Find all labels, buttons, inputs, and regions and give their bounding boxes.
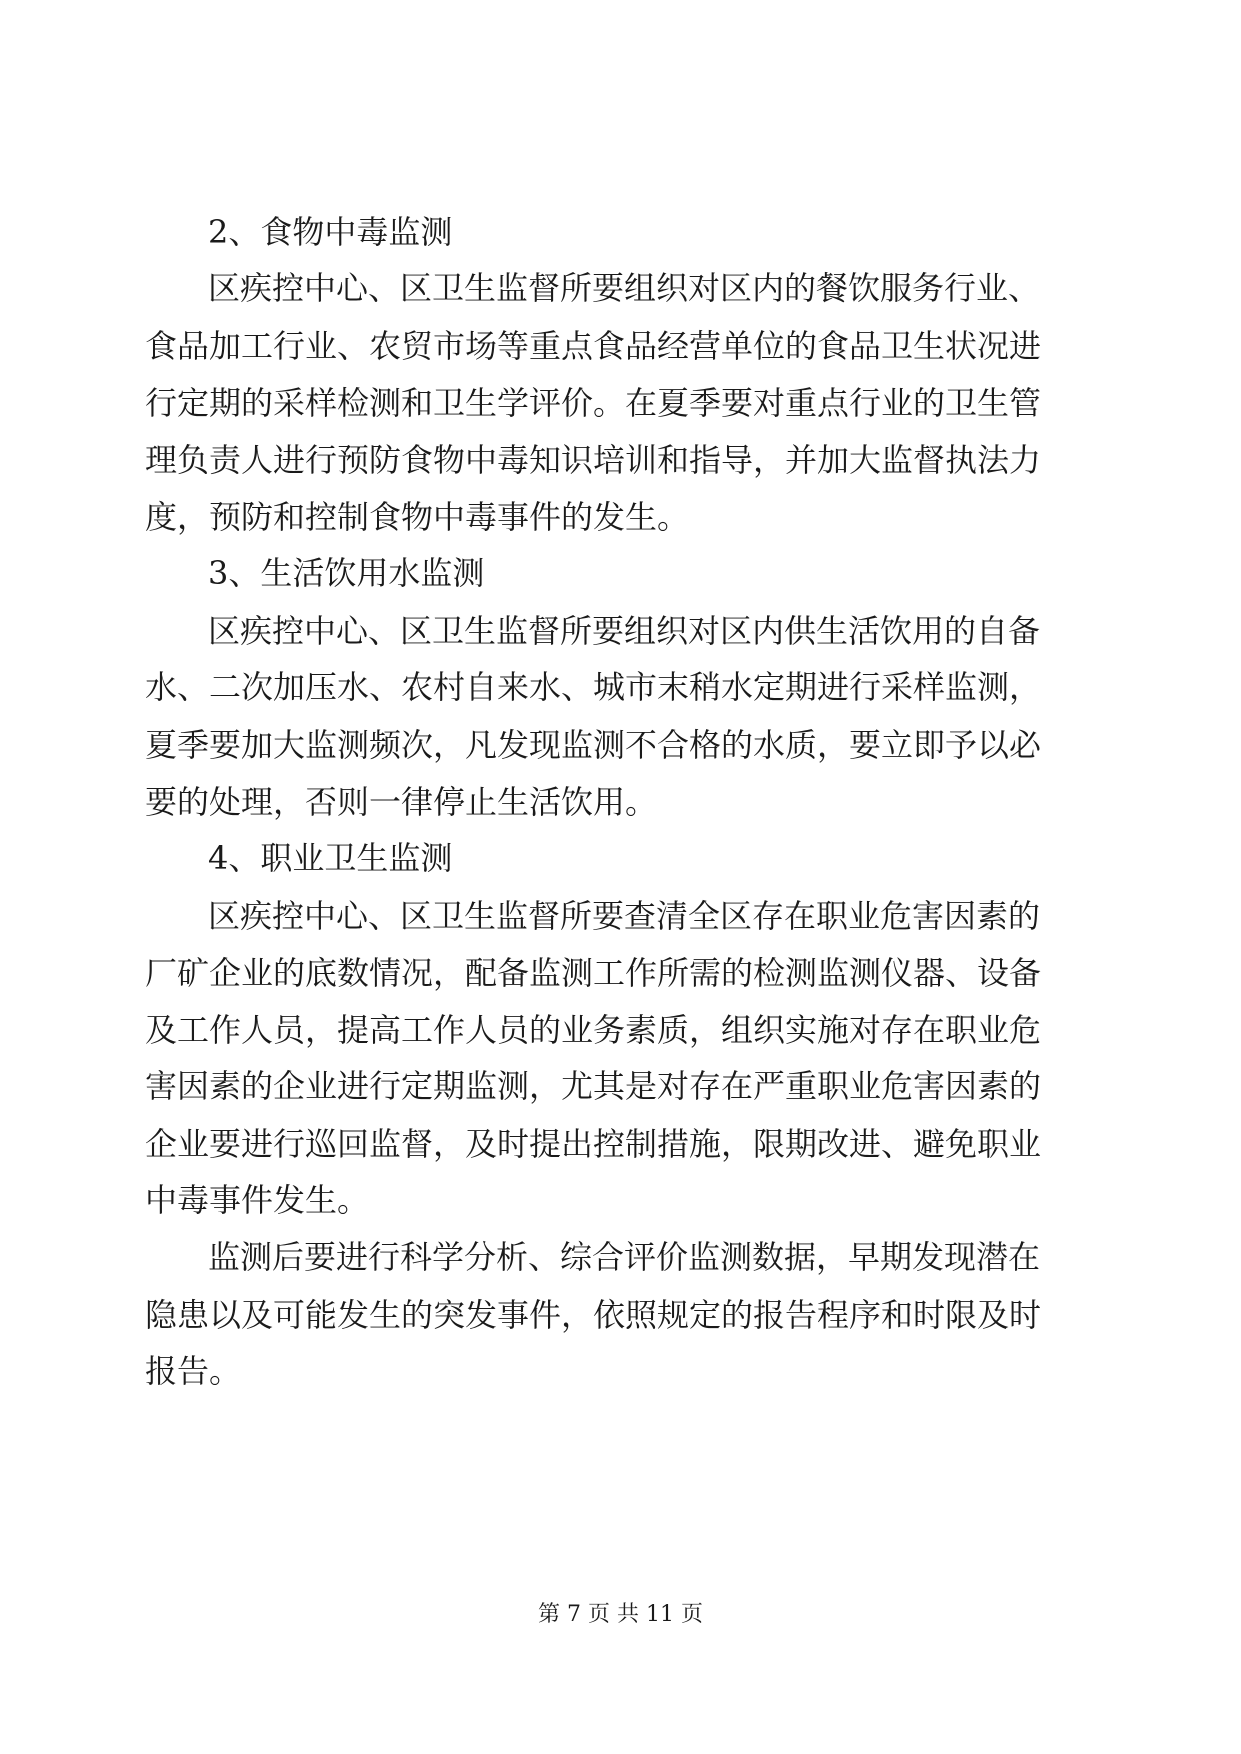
document-page: 2、食物中毒监测 区疾控中心、区卫生监督所要组织对区内的餐饮服务行业、 食品加工行业、农贸市场等重点食品经营单位的食品卫生状况进 行定期的采样检测和卫生学评价。在夏季要对重点行业的卫生管 理负责人进行预防食物中毒知识培训和指导，并加大监督执法力 度，预防和控制食物中毒事件的发生。 3、生活饮用水监测 区疾控中心、区卫生监督所要组织对区内供生活饮用的自备 水、二次加压水、农村自来水、城市末稍水定期进行采样监测， 夏季要加大监测频次，凡发现监测不合格的水质，要立即予以必 要的处理，否则一律停止生活饮用。 4、职业卫生监测 区疾控中心、区卫生监督所要查清全区存在职业危害因素的 厂矿企业的底数情况，配备监测工作所需的检测监测仪器、设备 及工作人员，提高工作人员的业务素质，组织实施对存在职业危 害因素的企业进行定期监测，尤其是对存在严重职业危害因素的 企业要进行巡回监督，及时提出控制措施，限期改进、避免职业 中毒事件发生。 监测后要进行科学分析、综合评价监测数据，早期发现潜在 隐患以及可能发生的突发事件，依照规定的报告程序和时限及时 报告。 第 7 页 共 11 页	[0, 0, 1241, 1754]
page-number-footer: 第 7 页 共 11 页	[538, 1602, 703, 1627]
